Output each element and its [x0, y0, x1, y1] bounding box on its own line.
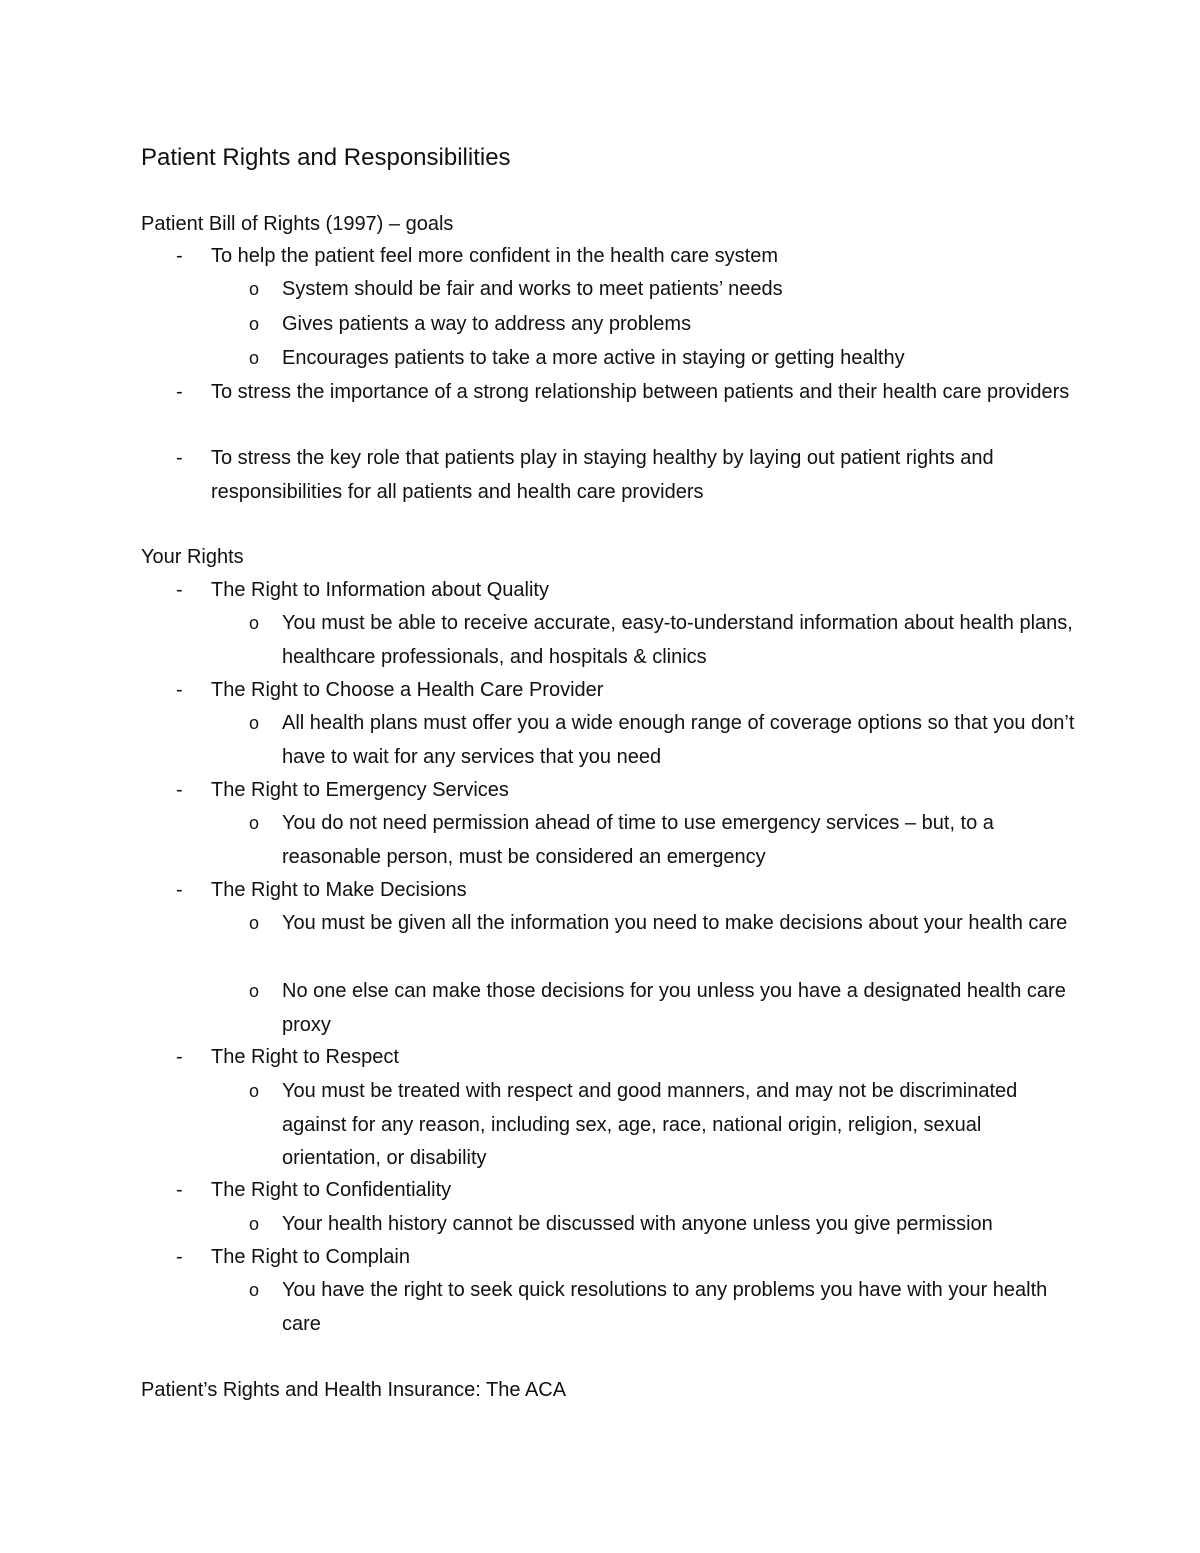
sub-list-item-text: You must be given all the information you need to make decisions about your health care: [282, 912, 1068, 934]
circle-bullet: o: [249, 813, 260, 833]
dash-bullet: -: [176, 579, 183, 601]
dash-bullet: -: [176, 1179, 183, 1201]
section-heading-bill-of-rights: Patient Bill of Rights (1997) – goals: [141, 213, 454, 235]
section-heading-aca: Patient’s Rights and Health Insurance: The ACA: [141, 1379, 567, 1401]
list-item-text: The Right to Confidentiality: [211, 1179, 452, 1201]
list-item: [176, 442, 1076, 509]
sub-list-item-text: You must be able to receive accurate, easy-to-understand information about health plans, healthcare professionals, and hospitals & clinics: [282, 612, 1073, 668]
list-item-text: The Right to Emergency Services: [211, 779, 509, 801]
circle-bullet: o: [249, 981, 260, 1001]
circle-bullet: o: [249, 1214, 260, 1234]
circle-bullet: o: [249, 913, 260, 933]
list-item-text: The Right to Information about Quality: [211, 579, 549, 601]
sub-list-item: [246, 707, 1076, 774]
sub-list-item-text: All health plans must offer you a wide enough range of coverage options so that you don’t have to wait for any services that you need: [282, 712, 1075, 768]
dash-bullet: -: [176, 679, 183, 701]
sub-list-item: [246, 607, 1076, 674]
list-item: [176, 774, 1076, 808]
dash-bullet: -: [176, 1046, 183, 1068]
circle-bullet: o: [249, 1081, 260, 1101]
sub-list-item-text: Gives patients a way to address any problems: [282, 313, 692, 335]
sub-list-item: [246, 308, 1076, 342]
list-item-text: The Right to Choose a Health Care Provider: [211, 679, 604, 701]
dash-bullet: -: [176, 447, 183, 469]
list-item: [176, 1174, 1076, 1208]
list-item-text: The Right to Complain: [211, 1246, 410, 1268]
circle-bullet: o: [249, 314, 260, 334]
circle-bullet: o: [249, 713, 260, 733]
sub-list-item-text: You have the right to seek quick resolutions to any problems you have with your health care: [282, 1279, 1048, 1335]
dash-bullet: -: [176, 245, 183, 267]
sub-list-item-text: Encourages patients to take a more active in staying or getting healthy: [282, 347, 905, 369]
dash-bullet: -: [176, 779, 183, 801]
list-item-text: To stress the importance of a strong relationship between patients and their health care providers: [211, 381, 1070, 403]
list-item: [176, 1241, 1076, 1275]
sub-list-item-text: You must be treated with respect and good manners, and may not be discriminated against for any reason, including sex, age, race, national origin, religion, sexual orientation, or disability: [282, 1080, 1018, 1169]
sub-list-item: [246, 975, 1076, 1042]
sub-list-item: [246, 807, 1076, 874]
sub-list-item: [246, 273, 1076, 307]
circle-bullet: o: [249, 1280, 260, 1300]
sub-list-item: [246, 1274, 1076, 1341]
dash-bullet: -: [176, 879, 183, 901]
circle-bullet: o: [249, 613, 260, 633]
dash-bullet: -: [176, 1246, 183, 1268]
sub-list-item: [246, 342, 1076, 376]
sub-list-item-text: Your health history cannot be discussed with anyone unless you give permission: [282, 1213, 993, 1235]
list-item-text: The Right to Respect: [211, 1046, 399, 1068]
sub-list-item: [246, 1075, 1076, 1176]
section-heading-your-rights: Your Rights: [141, 546, 244, 568]
sub-list-item-text: No one else can make those decisions for you unless you have a designated health care proxy: [282, 980, 1066, 1036]
list-item-text: The Right to Make Decisions: [211, 879, 467, 901]
list-item: [176, 1041, 1076, 1075]
sub-list-item: [246, 1208, 1076, 1242]
list-item-text: To stress the key role that patients play in staying healthy by laying out patient rights and responsibilities for all patients and health care providers: [211, 447, 994, 503]
document-title: Patient Rights and Responsibilities: [141, 144, 511, 171]
list-item: [176, 874, 1076, 908]
dash-bullet: -: [176, 381, 183, 403]
sub-list-item-text: System should be fair and works to meet patients’ needs: [282, 278, 783, 300]
circle-bullet: o: [249, 348, 260, 368]
list-item: [176, 376, 1076, 410]
sub-list-item-text: You do not need permission ahead of time to use emergency services – but, to a reasonable person, must be considered an emergency: [282, 812, 994, 868]
list-item: [176, 240, 1076, 274]
circle-bullet: o: [249, 279, 260, 299]
sub-list-item: [246, 907, 1076, 941]
list-item: [176, 574, 1076, 608]
list-item-text: To help the patient feel more confident in the health care system: [211, 245, 779, 267]
list-item: [176, 674, 1076, 708]
